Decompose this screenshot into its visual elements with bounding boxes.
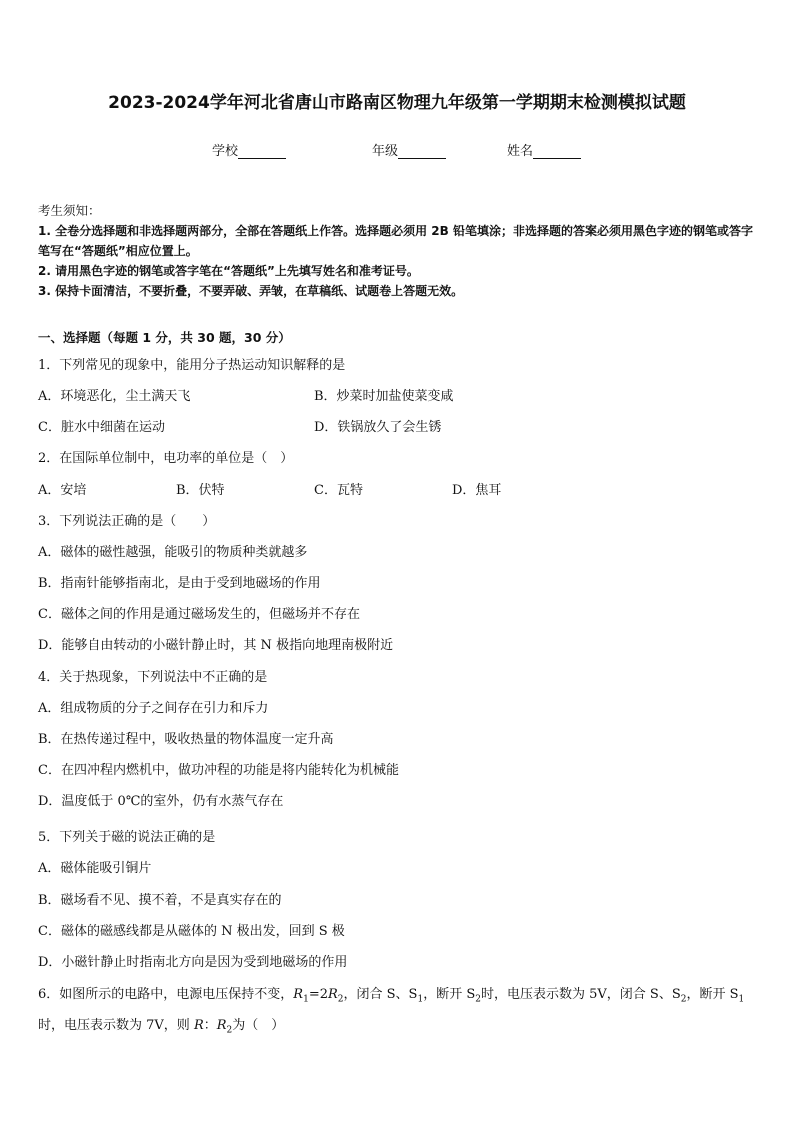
q6-text: 时，电压表示数为 7V，则: [38, 1018, 194, 1033]
q2-option-c: C．瓦特: [314, 483, 363, 498]
q5-option-a: A．磁体能吸引铜片: [38, 861, 152, 876]
q6-sub: 2: [680, 994, 687, 1005]
section-heading: 一、选择题（每题 1 分，共 30 题，30 分）: [38, 330, 291, 345]
q6-text: =2: [308, 987, 328, 1002]
q5-option-c: C．磁体的磁感线都是从磁体的 N 极出发，回到 S 极: [38, 924, 345, 939]
name-blank: [533, 145, 581, 159]
q2-option-a: A．安培: [38, 483, 87, 498]
q6-var: R: [327, 987, 338, 1002]
q1-option-b: B．炒菜时加盐使菜变咸: [314, 389, 454, 404]
q6-sub: 1: [303, 994, 309, 1005]
q6-stem-line-2: [38, 1014, 284, 1036]
q5-option-b: B．磁场看不见、摸不着，不是真实存在的: [38, 893, 282, 908]
q6-text: ，闭合 S、S: [343, 987, 418, 1002]
q4-stem: 4．关于热现象，下列说法中不正确的是: [38, 670, 268, 685]
q6-stem-line-1: [38, 983, 744, 1005]
q6-text: 为（ ）: [232, 1018, 285, 1033]
grade-field: [372, 140, 446, 159]
q6-text: ：: [203, 1018, 217, 1033]
q6-var: R: [216, 1018, 227, 1033]
grade-label: 年级: [372, 144, 399, 159]
q1-option-c: C．脏水中细菌在运动: [38, 420, 165, 435]
q4-option-c: C．在四冲程内燃机中，做功冲程的功能是将内能转化为机械能: [38, 763, 399, 778]
q3-option-b: B．指南针能够指南北，是由于受到地磁场的作用: [38, 576, 321, 591]
q5-stem: 5．下列关于磁的说法正确的是: [38, 830, 216, 845]
q3-option-a: A．磁体的磁性越强，能吸引的物质种类就越多: [38, 545, 308, 560]
q1-stem: 1．下列常见的现象中，能用分子热运动知识解释的是: [38, 358, 346, 373]
school-blank: [238, 145, 286, 159]
q6-sub: 1: [738, 994, 745, 1005]
q6-sub: 2: [337, 994, 344, 1005]
q6-sub: 2: [475, 994, 481, 1005]
q2-option-b: B．伏特: [176, 483, 225, 498]
notice-item-3: 3. 保持卡面清洁，不要折叠，不要弄破、弄皱，在草稿纸、试题卷上答题无效。: [38, 284, 464, 298]
q2-option-d: D．焦耳: [452, 483, 502, 498]
page-title: 2023-2024学年河北省唐山市路南区物理九年级第一学期期末检测模拟试题: [108, 93, 686, 113]
q6-text: ，断开 S: [423, 987, 476, 1002]
q3-option-d: D．能够自由转动的小磁针静止时，其 N 极指向地理南极附近: [38, 638, 394, 653]
q5-option-d: D．小磁针静止时指南北方向是因为受到地磁场的作用: [38, 955, 348, 970]
q6-text: ，断开 S: [686, 987, 739, 1002]
q4-option-b: B．在热传递过程中，吸收热量的物体温度一定升高: [38, 732, 334, 747]
q6-text: 时，电压表示数为 5V，闭合 S、S: [480, 987, 681, 1002]
q3-option-c: C．磁体之间的作用是通过磁场发生的，但磁场并不存在: [38, 607, 360, 622]
name-label: 姓名: [507, 144, 534, 159]
q1-option-a: A．环境恶化，尘土满天飞: [38, 389, 191, 404]
q6-var: R: [293, 987, 304, 1002]
q6-var: R: [193, 1018, 204, 1033]
q4-option-d: D．温度低于 0℃的室外，仍有水蒸气存在: [38, 794, 284, 809]
notice-item-2: 2. 请用黑色字迹的钢笔或答字笔在“答题纸”上先填写姓名和准考证号。: [38, 264, 419, 278]
q2-stem: 2．在国际单位制中，电功率的单位是（ ）: [38, 451, 294, 466]
grade-blank: [398, 145, 446, 159]
q1-option-d: D．铁锅放久了会生锈: [314, 420, 442, 435]
q6-text: 6．如图所示的电路中，电源电压保持不变，: [38, 987, 294, 1002]
q6-sub: 1: [417, 994, 424, 1005]
q6-sub: 2: [226, 1025, 233, 1036]
q4-option-a: A．组成物质的分子之间存在引力和斥力: [38, 701, 269, 716]
notice-item-1: 1. 全卷分选择题和非选择题两部分，全部在答题纸上作答。选择题必须用 2B 铅笔填涂；非选择题的答案必须用黑色字迹的钢笔或答字笔写在“答题纸”相应位置上。: [38, 224, 753, 258]
school-field: [212, 140, 286, 159]
notice-block: [38, 201, 760, 301]
notice-heading: 考生须知：: [38, 203, 101, 218]
school-label: 学校: [212, 144, 239, 159]
name-field: [507, 140, 581, 159]
q3-stem: 3．下列说法正确的是（ ）: [38, 514, 216, 529]
